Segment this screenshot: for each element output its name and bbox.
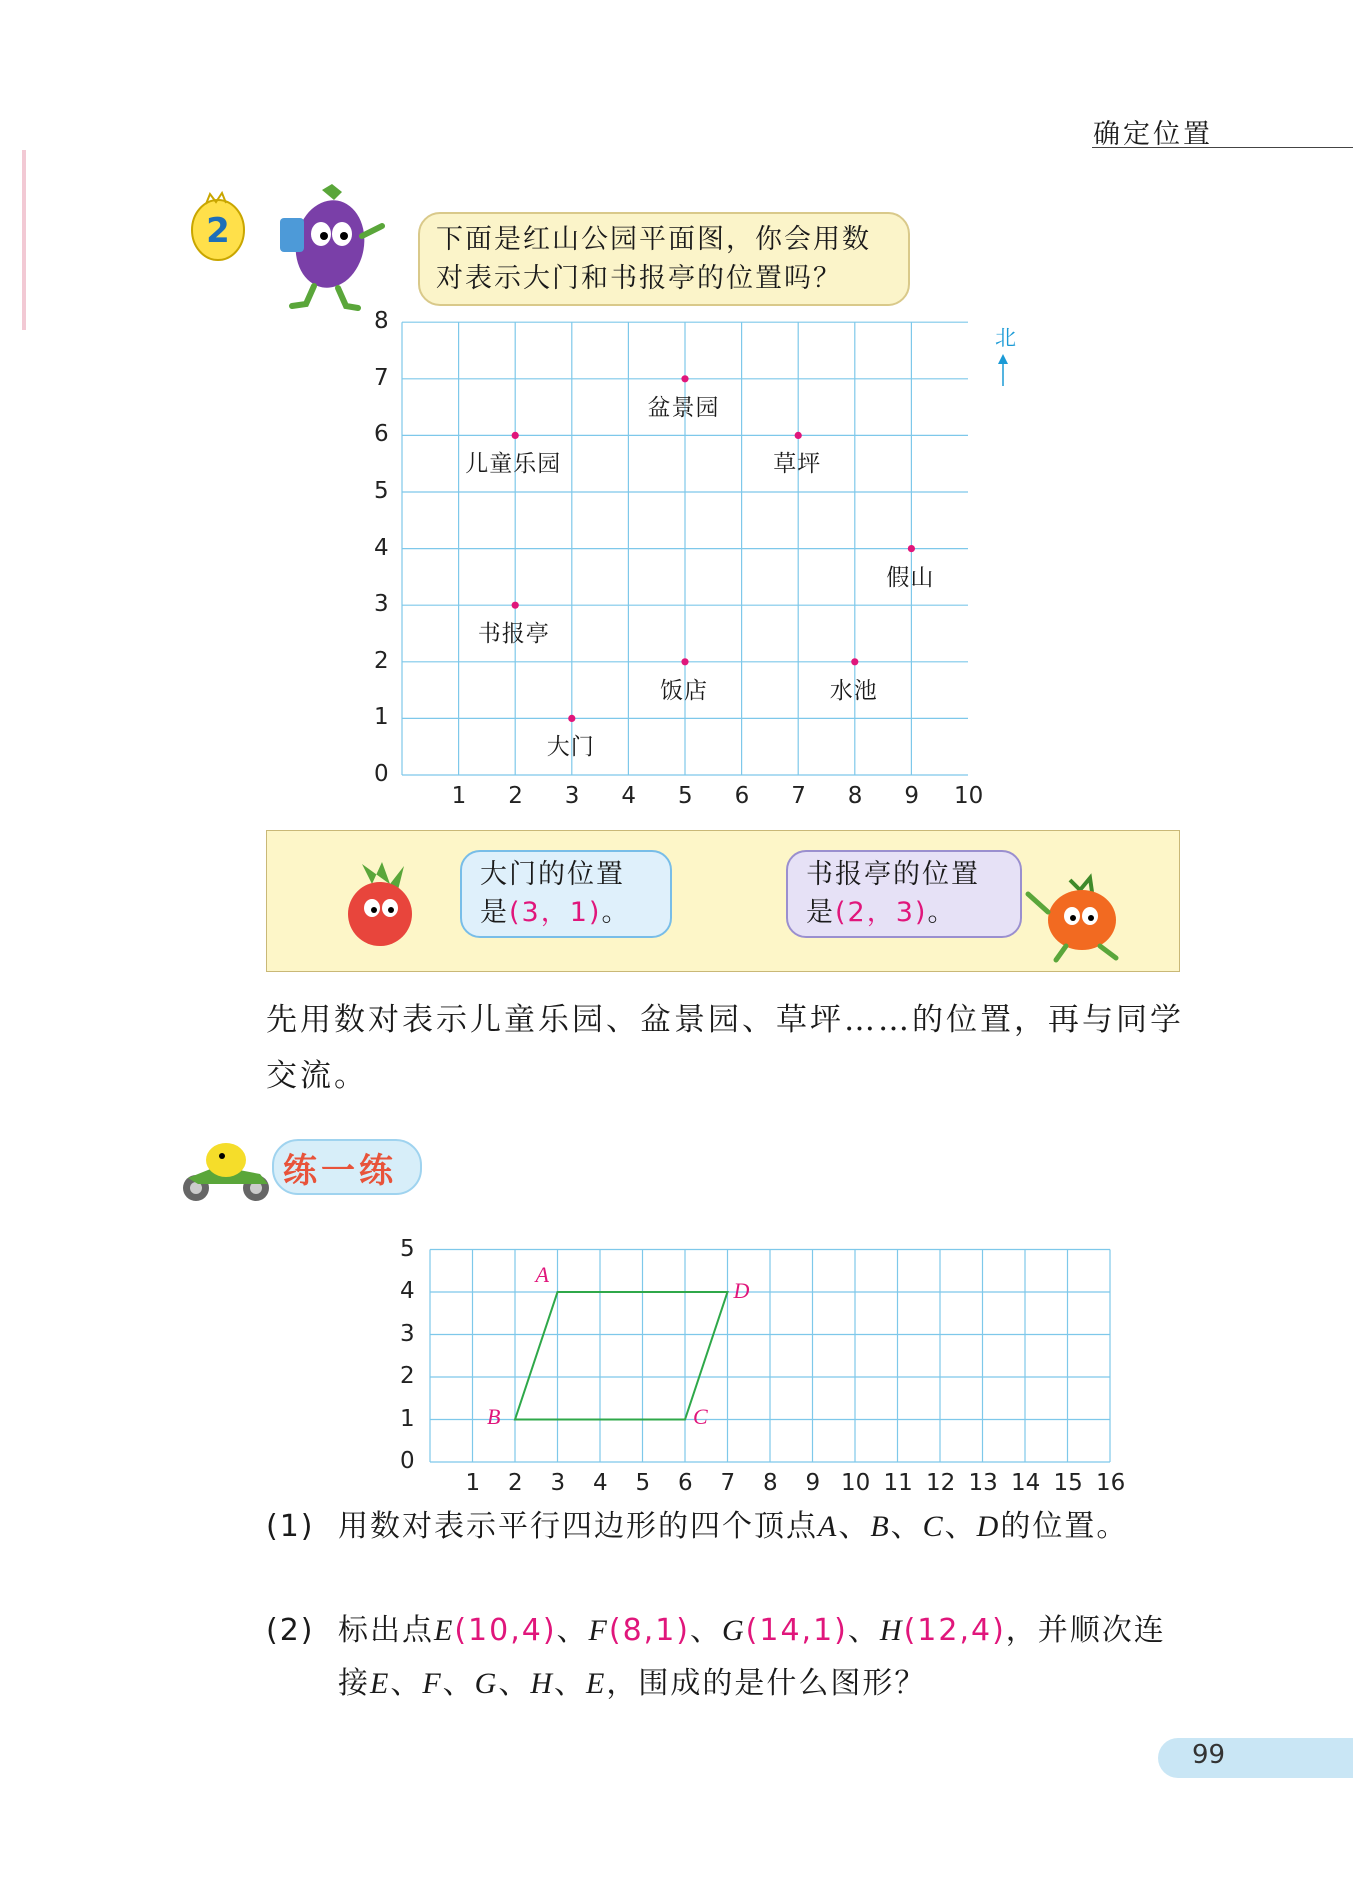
plan-x-tick: 10 (954, 783, 984, 809)
practice-x-tick: 4 (593, 1470, 608, 1496)
plan-place-label: 假山 (886, 564, 935, 591)
plan-y-tick: 1 (374, 704, 389, 731)
practice-x-tick: 13 (968, 1470, 998, 1496)
question-2: (2) 标出点E(10,4)、F(8,1)、G(14,1)、H(12,4)，并顺次连接E、F、G、H、E，围成的是什么图形？ (266, 1604, 1186, 1710)
gate-coordinate: (3，1) (509, 897, 602, 928)
parallelogram-abcd (515, 1292, 728, 1420)
question-1-label: (1) (266, 1509, 315, 1544)
plan-place-label: 草坪 (773, 451, 822, 478)
plan-y-tick: 5 (374, 478, 389, 504)
plan-y-tick: 0 (374, 761, 389, 787)
practice-x-tick: 12 (926, 1470, 956, 1496)
plan-y-tick: 6 (374, 421, 389, 448)
plan-x-tick: 2 (508, 783, 523, 809)
page-number: 99 (1192, 1740, 1226, 1770)
vertex-label-b: B (487, 1403, 501, 1429)
section-title: 确定位置 (1093, 119, 1213, 150)
question-bubble: 下面是红山公园平面图，你会用数对表示大门和书报亭的位置吗？ (418, 212, 910, 306)
plan-y-tick: 8 (374, 308, 389, 335)
practice-x-tick: 9 (805, 1470, 821, 1496)
practice-x-tick: 16 (1096, 1470, 1126, 1496)
example-number: 2 (206, 211, 230, 251)
gate-bubble-line2: 是(3，1)。 (480, 897, 631, 928)
kiosk-bubble-line1: 书报亭的位置 (806, 859, 980, 890)
plan-place-label: 书报亭 (477, 621, 550, 648)
practice-x-tick: 15 (1053, 1470, 1083, 1496)
vertex-label-a: A (535, 1262, 549, 1287)
plan-x-tick: 8 (847, 783, 863, 809)
plan-x-tick: 9 (904, 783, 920, 809)
question-1: (1) 用数对表示平行四边形的四个顶点A、B、C、D的位置。 (266, 1500, 1186, 1553)
plan-x-tick: 1 (451, 783, 467, 809)
question-2-label: (2) (266, 1613, 315, 1648)
practice-x-tick: 3 (550, 1470, 566, 1496)
practice-x-tick: 10 (841, 1470, 871, 1496)
vertex-label-d: D (733, 1278, 750, 1303)
plan-x-tick: 7 (791, 783, 806, 809)
plan-x-tick: 6 (734, 783, 750, 809)
plan-place-label: 饭店 (660, 677, 708, 704)
plan-y-tick: 2 (374, 647, 389, 674)
practice-x-tick: 11 (883, 1470, 913, 1496)
plan-place-label: 水池 (829, 677, 878, 704)
plan-place-label: 盆景园 (647, 394, 720, 421)
practice-y-tick: 3 (400, 1320, 415, 1347)
practice-y-tick: 2 (400, 1363, 415, 1389)
plan-x-tick: 5 (678, 783, 693, 809)
plan-place-label: 大门 (546, 734, 595, 761)
practice-y-tick: 4 (400, 1278, 415, 1304)
practice-x-tick: 1 (465, 1470, 481, 1496)
practice-x-tick: 5 (635, 1470, 651, 1496)
practice-y-tick: 0 (400, 1448, 415, 1474)
north-label: 北 (995, 326, 1016, 350)
plan-x-tick: 3 (564, 783, 580, 809)
plan-y-tick: 3 (374, 591, 389, 618)
instruction-paragraph: 先用数对表示儿童乐园、盆景园、草坪……的位置，再与同学交流。 (266, 1002, 1184, 1094)
practice-y-tick: 1 (400, 1405, 415, 1432)
kiosk-coordinate: (2，3) (835, 897, 928, 928)
vertex-label-c: C (693, 1403, 708, 1429)
kiosk-bubble-line2: 是(2，3)。 (806, 897, 957, 928)
plan-y-tick: 7 (374, 364, 389, 391)
practice-x-tick: 7 (720, 1470, 736, 1496)
practice-x-tick: 2 (508, 1470, 523, 1496)
practice-x-tick: 8 (763, 1470, 778, 1496)
practice-title: 练一练 (283, 1151, 397, 1191)
gate-bubble-line1: 大门的位置 (480, 859, 625, 890)
plan-x-tick: 4 (621, 783, 637, 809)
page-number-pill (1158, 1738, 1353, 1778)
plan-y-tick: 4 (374, 534, 389, 561)
practice-y-tick: 5 (400, 1235, 415, 1262)
practice-x-tick: 14 (1011, 1470, 1041, 1496)
plan-place-label: 儿童乐园 (465, 451, 562, 478)
practice-x-tick: 6 (678, 1470, 693, 1496)
